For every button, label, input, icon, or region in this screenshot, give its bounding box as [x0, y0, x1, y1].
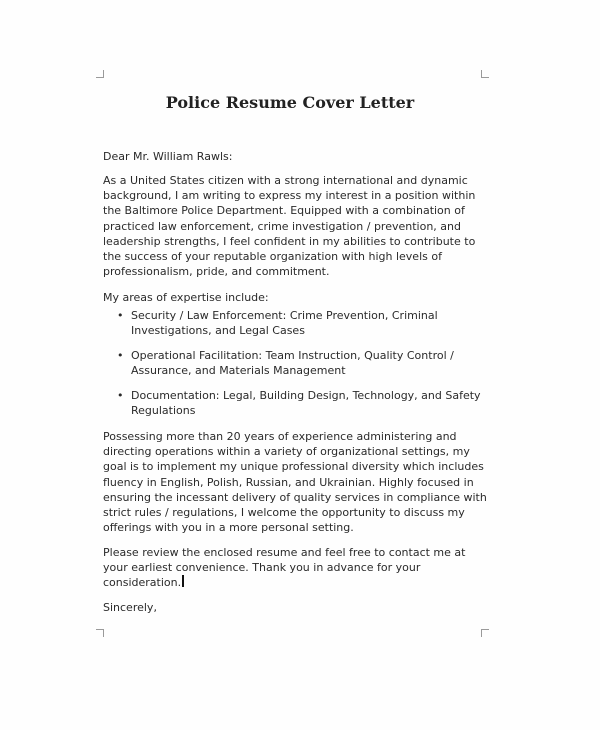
bullet-icon: •	[117, 309, 124, 322]
paragraph-closing-request[interactable]	[103, 545, 493, 591]
list-item-text: Operational Facilitation: Team Instruction, Quality Control / Assurance, and Materials Management	[131, 348, 454, 377]
bullet-icon: •	[117, 348, 124, 362]
margin-corner-bottom-left	[96, 629, 104, 637]
text-cursor	[182, 575, 184, 587]
list-item	[103, 388, 493, 418]
margin-corner-top-left	[96, 70, 104, 78]
paragraph-intro: As a United States citizen with a strong international and dynamic background, I am writing to express my interest in a position within the Baltimore Police Department. Equipped with a combination of practiced law enforcement, crime investigation / prevention, and leadership strengths, I feel confident in my abilities to contribute to the success of your reputable organization with high levels of professionalism, pride, and commitment.	[103, 174, 476, 279]
bullet-icon: •	[117, 388, 124, 402]
paragraph-closing-request-text: Please review the enclosed resume and feel free to contact me at your earliest convenience. Thank you in advance for your consideration.	[103, 546, 466, 590]
salutation: Dear Mr. William Rawls:	[103, 150, 233, 163]
margin-corner-top-right	[481, 70, 489, 78]
closing-signoff: Sincerely,	[103, 601, 157, 614]
paragraph-experience: Possessing more than 20 years of experience administering and directing operations within a variety of organizational settings, my goal is to implement my unique professional diversity which includes fluency in English, Polish, Russian, and Ukrainian. Highly focused in ensuring the incessant delivery of quality services in compliance with strict rules / regulations, I welcome the opportunity to discuss my offerings with you in a more personal setting.	[103, 430, 487, 535]
expertise-list	[103, 308, 493, 427]
list-item-text: Security / Law Enforcement: Crime Prevention, Criminal Investigations, and Legal Cases	[131, 309, 438, 338]
margin-corner-bottom-right	[481, 629, 489, 637]
document-title: Police Resume Cover Letter	[165, 93, 415, 112]
list-item	[103, 348, 493, 378]
list-item-text: Documentation: Legal, Building Design, Technology, and Safety Regulations	[131, 388, 481, 417]
expertise-intro: My areas of expertise include:	[103, 291, 269, 304]
list-item	[103, 308, 493, 338]
